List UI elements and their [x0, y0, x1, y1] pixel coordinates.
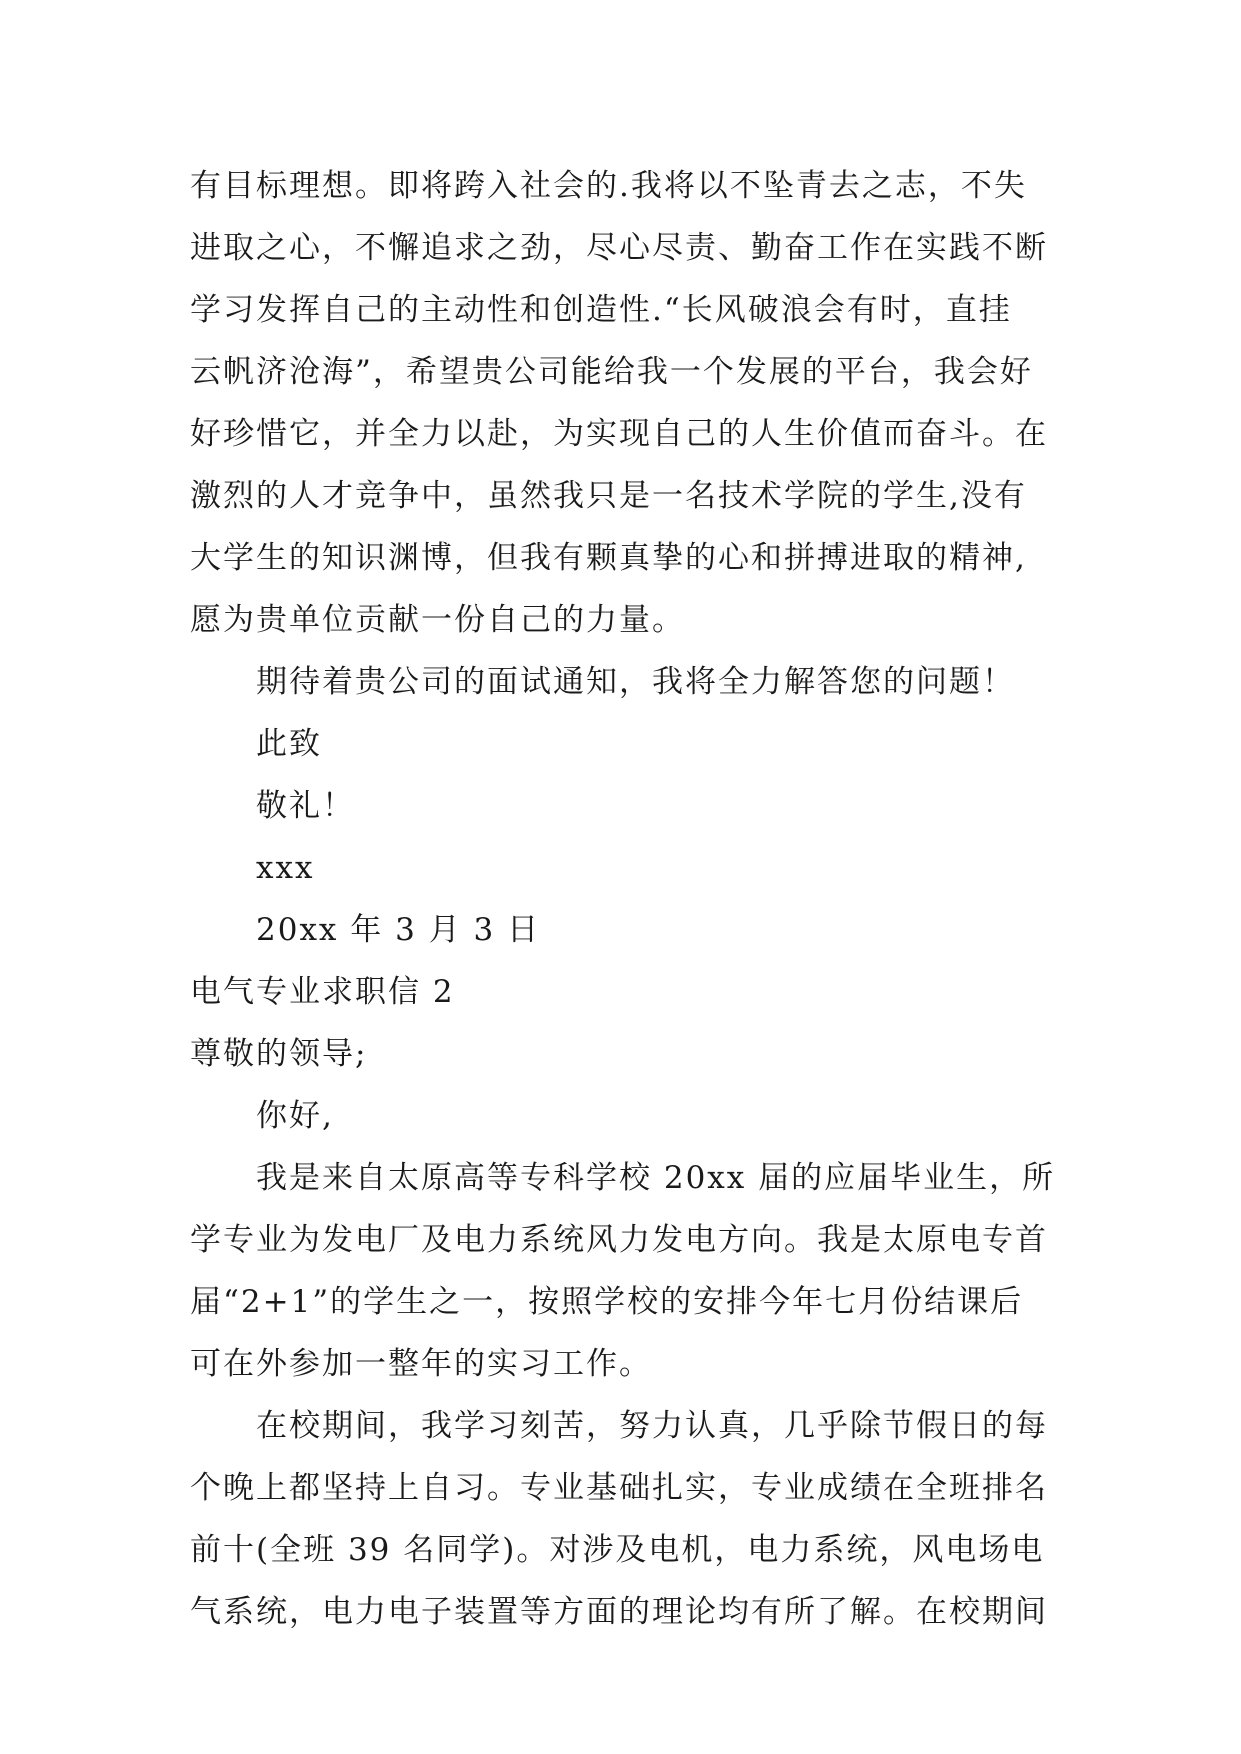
document-body	[190, 155, 1056, 1643]
text-line: 大学生的知识渊博，但我有颗真挚的心和拼搏进取的精神,	[190, 540, 1027, 576]
closing-line: 此致	[256, 726, 322, 762]
section-title: 电气专业求职信 2	[190, 974, 455, 1010]
text-line: 激烈的人才竞争中，虽然我只是一名技术学院的学生,没有	[190, 478, 1027, 514]
text-line: 有目标理想。即将跨入社会的.我将以不坠青去之志，不失	[190, 168, 1027, 204]
text-line: 个晚上都坚持上自习。专业基础扎实，专业成绩在全班排名	[190, 1470, 1048, 1506]
signature-name: xxx	[256, 850, 315, 886]
salutation-line: 敬礼！	[256, 788, 355, 824]
text-line: 在校期间，我学习刻苦，努力认真，几乎除节假日的每	[256, 1408, 1048, 1444]
text-line: 愿为贵单位贡献一份自己的力量。	[190, 602, 685, 638]
text-line: 届“2+1”的学生之一，按照学校的安排今年七月份结课后	[190, 1284, 1024, 1320]
interview-request-line: 期待着贵公司的面试通知，我将全力解答您的问题！	[256, 664, 1015, 700]
text-line: 气系统，电力电子装置等方面的理论均有所了解。在校期间	[190, 1594, 1048, 1630]
signature-date: 20xx 年 3 月 3 日	[256, 912, 541, 948]
text-line: 可在外参加一整年的实习工作。	[190, 1346, 652, 1382]
text-line: 学习发挥自己的主动性和创造性.“长风破浪会有时，直挂	[190, 292, 1012, 328]
greeting-line: 尊敬的领导;	[190, 1036, 368, 1072]
text-line: 学专业为发电厂及电力系统风力发电方向。我是太原电专首	[190, 1222, 1048, 1258]
text-line: 前十(全班 39 名同学)。对涉及电机，电力系统，风电场电	[190, 1532, 1045, 1568]
text-line: 进取之心，不懈追求之劲，尽心尽责、勤奋工作在实践不断	[190, 230, 1048, 266]
text-line: 云帆济沧海”，希望贵公司能给我一个发展的平台，我会好	[190, 354, 1033, 390]
text-line: 好珍惜它，并全力以赴，为实现自己的人生价值而奋斗。在	[190, 416, 1048, 452]
text-line: 我是来自太原高等专科学校 20xx 届的应届毕业生，所	[256, 1160, 1056, 1196]
greeting-hello: 你好,	[256, 1098, 334, 1134]
